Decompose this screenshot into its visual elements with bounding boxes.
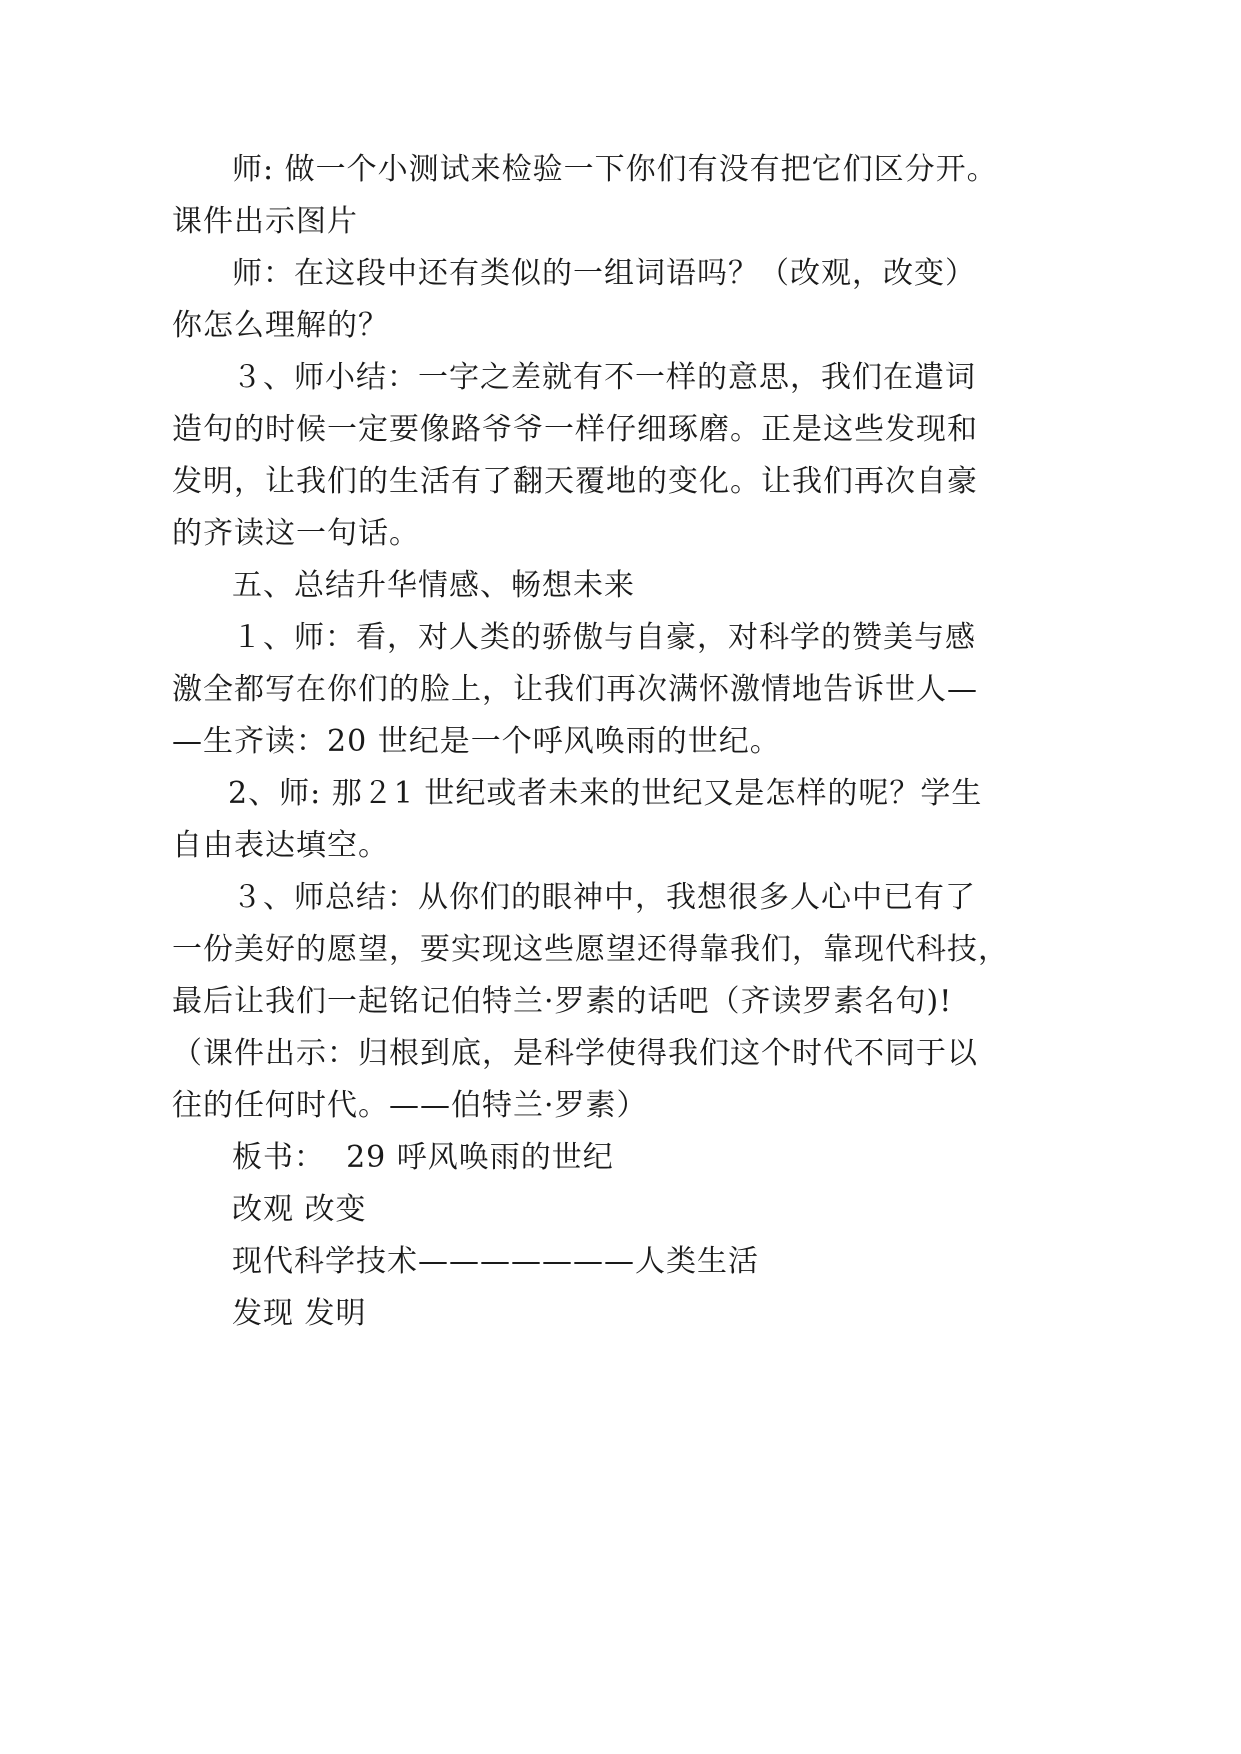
text-line: ３、师小结：一字之差就有不一样的意思，我们在遣词 [232, 360, 976, 395]
text-line: 课件出示图片 [172, 204, 358, 239]
blackboard-title: 板书： 29 呼风唤雨的世纪 [232, 1140, 614, 1175]
text-line: 师: 做一个小测试来检验一下你们有没有把它们区分开。 [232, 152, 998, 187]
text-line: 师：在这段中还有类似的一组词语吗？（改观，改变） [232, 256, 976, 291]
text-line: 的齐读这一句话。 [172, 516, 420, 551]
blackboard-line: 改观 改变 [232, 1192, 367, 1227]
text-line: 一份美好的愿望，要实现这些愿望还得靠我们，靠现代科技， [172, 932, 1009, 967]
text-line: （课件出示：归根到底，是科学使得我们这个时代不同于以 [172, 1036, 978, 1071]
section-heading: 五、总结升华情感、畅想未来 [232, 568, 635, 603]
text-line: —生齐读：20 世纪是一个呼风唤雨的世纪。 [172, 724, 781, 759]
text-line: 2、师: 那２1 世纪或者未来的世纪又是怎样的呢？学生 [228, 776, 983, 811]
text-line: 造句的时候一定要像路爷爷一样仔细琢磨。正是这些发现和 [172, 412, 978, 447]
text-line: １、师：看，对人类的骄傲与自豪，对科学的赞美与感 [232, 620, 976, 655]
blackboard-line: 现代科学技术———————人类生活 [232, 1244, 759, 1279]
blackboard-line: 发现 发明 [232, 1296, 367, 1331]
text-line: 你怎么理解的？ [172, 308, 389, 343]
text-line: 自由表达填空。 [172, 828, 389, 863]
text-line: ３、师总结：从你们的眼神中，我想很多人心中已有了 [232, 880, 976, 915]
text-line: 激全都写在你们的脸上，让我们再次满怀激情地告诉世人— [172, 672, 978, 707]
text-line: 往的任何时代。——伯特兰·罗素） [172, 1088, 648, 1123]
text-line: 发明，让我们的生活有了翻天覆地的变化。让我们再次自豪 [172, 464, 978, 499]
text-line: 最后让我们一起铭记伯特兰·罗素的话吧（齐读罗素名句)! [172, 984, 953, 1019]
